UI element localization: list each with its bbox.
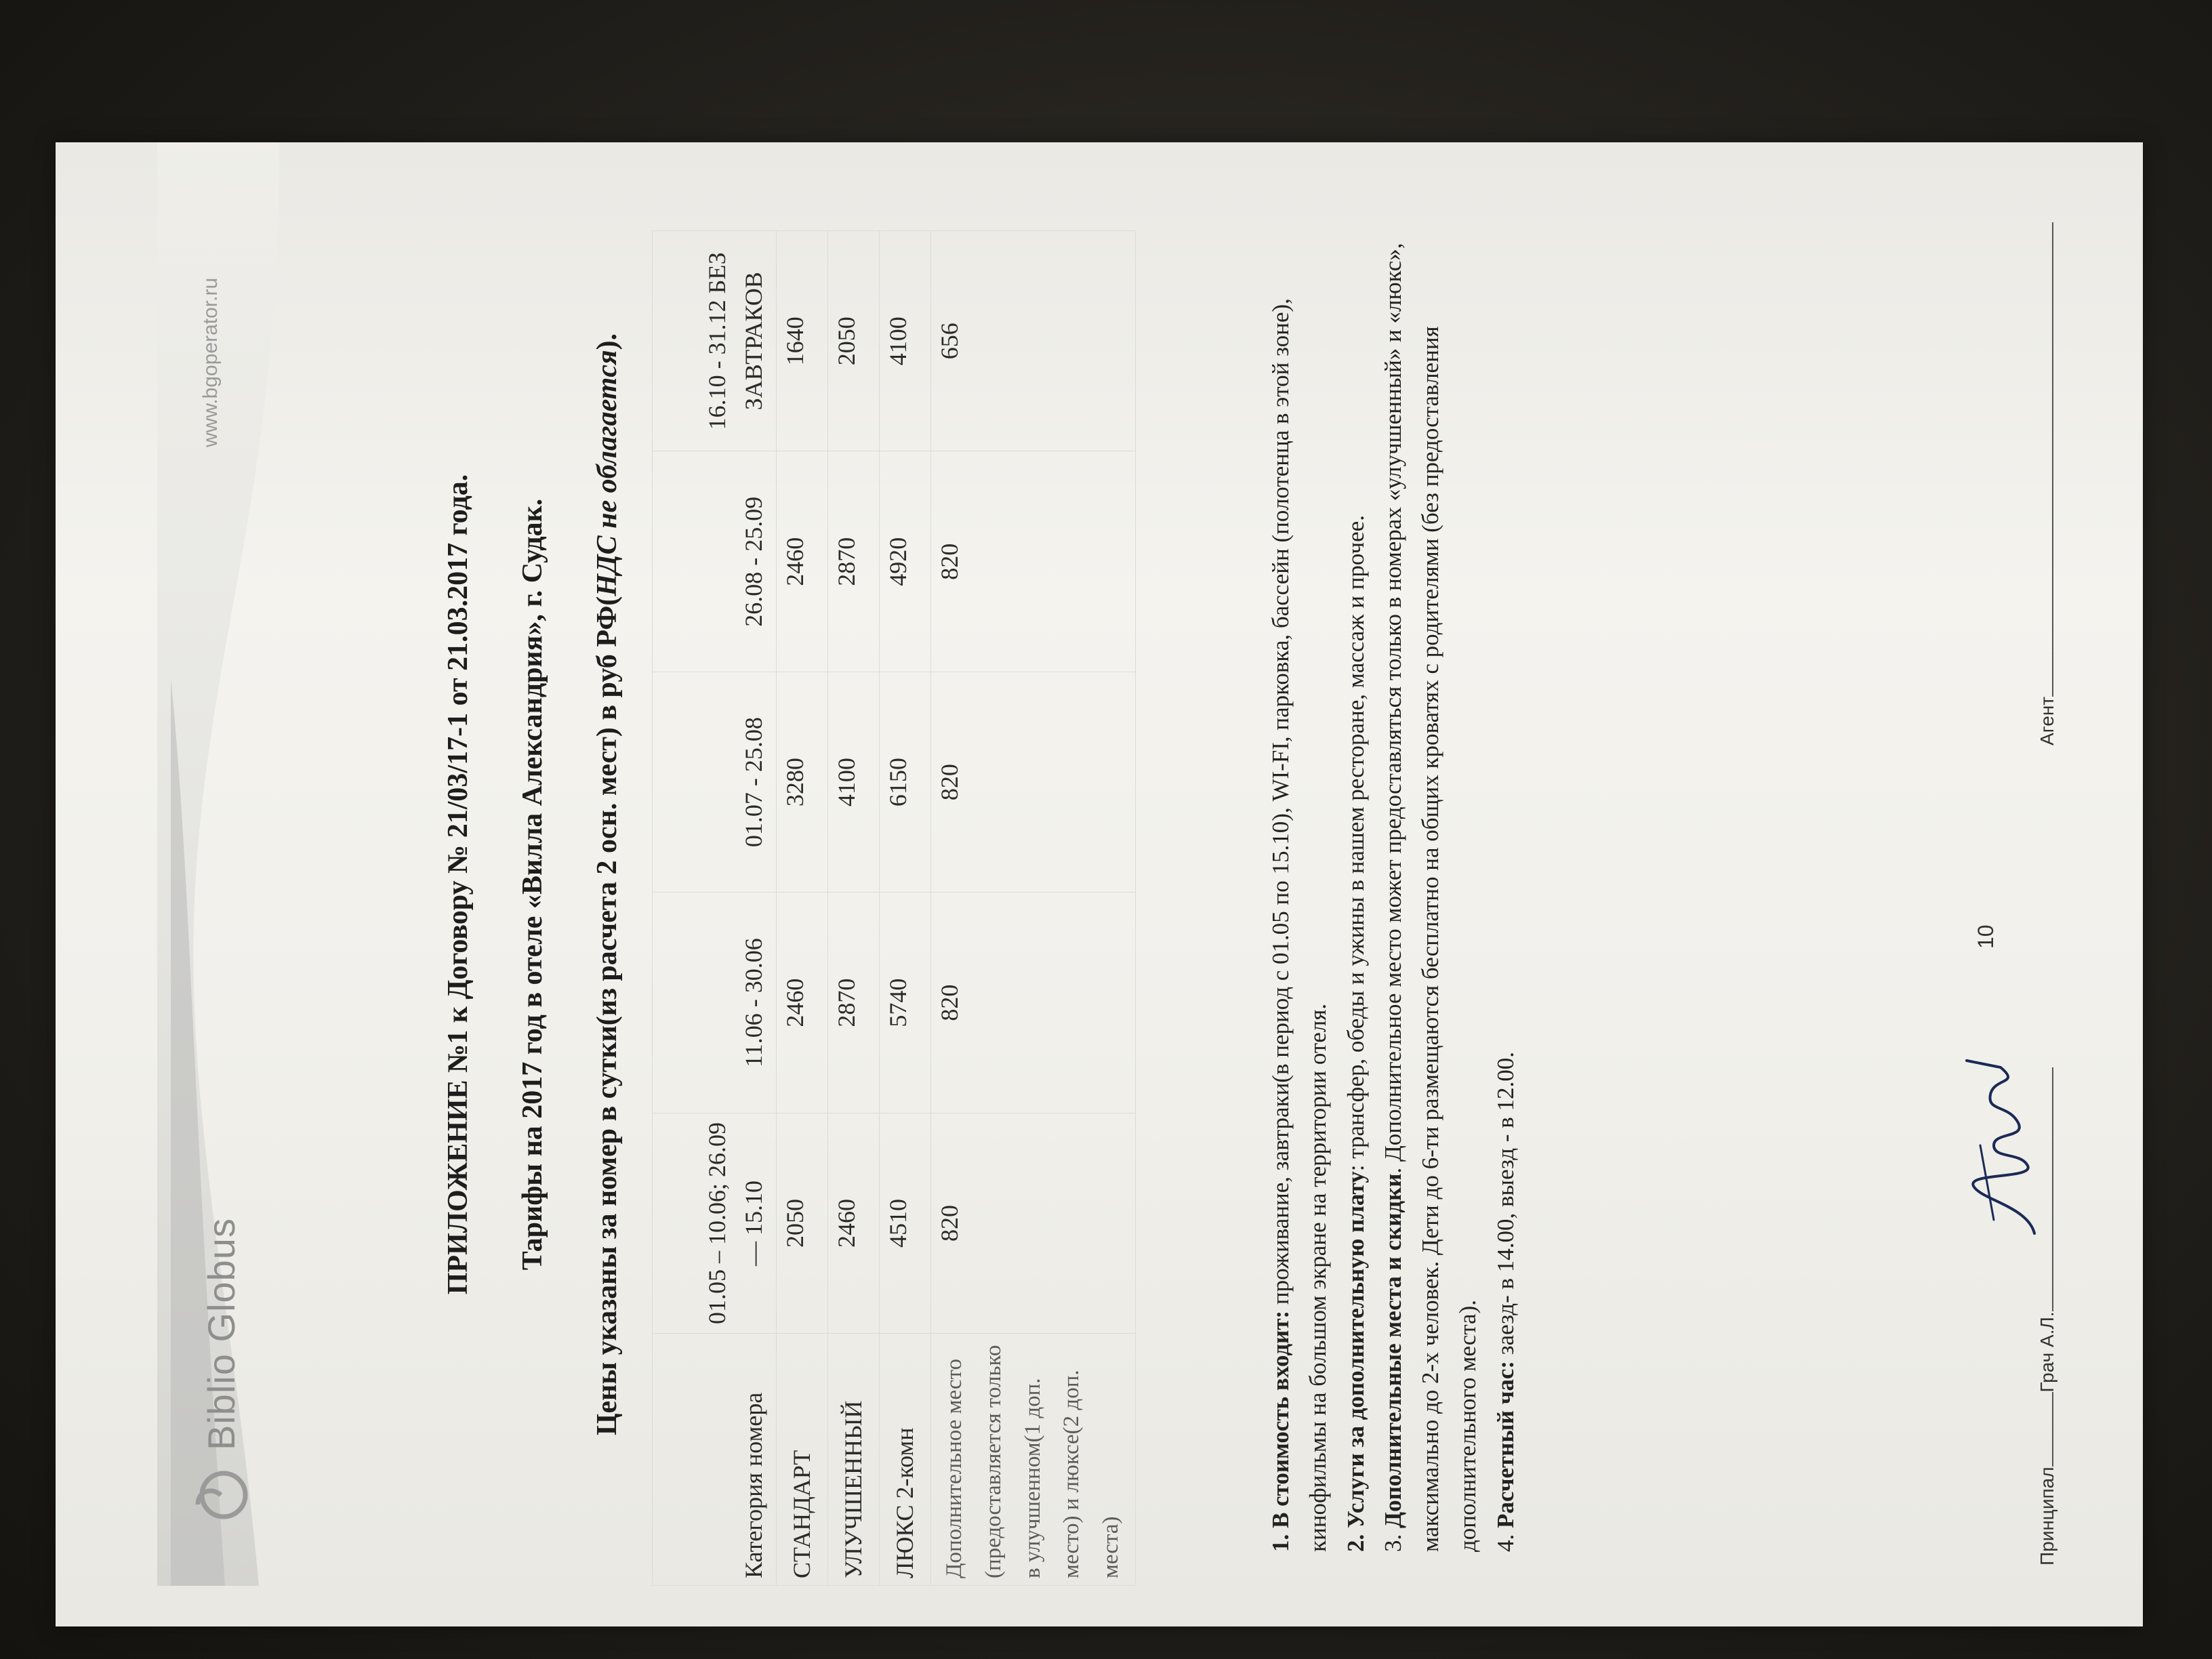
table-cell: 2460	[777, 893, 828, 1113]
column-header: 26.08 - 25.09	[653, 451, 777, 672]
column-header: Категория номера	[653, 1334, 777, 1586]
document-title: ПРИЛОЖЕНИЕ №1 к Договору № 21/03/17-1 от 21.03.2017 года.	[443, 474, 474, 1295]
document-subtitle: Тарифы на 2017 год в отеле «Вилла Александрия», г. Судак.	[517, 498, 548, 1271]
agent-label: Агент	[2036, 696, 2057, 745]
note-label: Расчетный час:	[1492, 1360, 1519, 1528]
table-cell: 2050	[828, 231, 880, 451]
brand-logo	[191, 1218, 251, 1525]
document-page	[56, 142, 2143, 1626]
row-category: СТАНДАРТ	[777, 1334, 828, 1586]
header-band	[56, 142, 313, 1626]
prices-note-prefix: Цены указаны за номер в сутки(из расчета 2 осн. мест) в руб РФ(	[592, 596, 623, 1436]
table-cell: 2870	[828, 451, 880, 672]
website-url: www.bgoperator.ru	[199, 277, 222, 447]
note-text: . Дополнительное место может предоставляться только в номерах «улучшенный» и «люкс», максимально до 2-х человек. Дети до 6-ти размещаются бесплатно на общих кроватях с родителями (без предоставления дополнительного места).	[1379, 243, 1481, 1552]
table-cell: 4100	[828, 672, 880, 892]
note-item	[1262, 210, 1337, 1552]
principal-name: Грач А.Л.	[2036, 1311, 2057, 1393]
terms-notes	[1262, 210, 1524, 1552]
column-header: 16.10 - 31.12 БЕЗ ЗАВТРАКОВ	[653, 231, 777, 451]
column-header: 01.07 - 25.08	[653, 672, 777, 892]
note-label: 2. Услуги за дополнительную плату	[1342, 1171, 1369, 1552]
signature-line	[2034, 1392, 2053, 1467]
tariff-table	[652, 230, 1136, 1586]
note-item	[1374, 210, 1487, 1552]
note-label: Дополнительные места и скидки	[1379, 1173, 1406, 1528]
table-cell: 4920	[880, 451, 931, 672]
note-item	[1487, 210, 1524, 1552]
prices-note-italic: НДС не облагается	[592, 350, 623, 596]
note-item	[1337, 210, 1374, 1552]
column-header: 01.05 – 10.06; 26.09 — 15.10	[653, 1113, 777, 1333]
handwritten-signature-icon	[1953, 1057, 2062, 1247]
row-category: ЛЮКС 2-комн	[880, 1334, 931, 1586]
note-text: заезд- в 14.00, выезд - в 12.00.	[1492, 1052, 1519, 1361]
table-cell: 820	[931, 672, 1136, 892]
table-cell: 2870	[828, 893, 880, 1113]
agent-signature-line	[2034, 222, 2058, 745]
principal-label: Принципал	[2036, 1467, 2057, 1565]
prices-note-suffix: ).	[592, 333, 623, 350]
table-cell: 820	[931, 1113, 1136, 1333]
table-cell: 2050	[777, 1113, 828, 1333]
header-wave-graphic	[56, 142, 313, 1626]
table-cell: 5740	[880, 893, 931, 1113]
row-category: Дополнительное место (предоставляется только в улучшенном(1 доп. место) и люксе(2 доп. места)	[931, 1334, 1136, 1586]
note-text: проживание, завтраки(в период с 01.05 по 15.10), WI-FI, парковка, бассейн (полотенца в этой зоне), кинофильмы на большом экране на территории отеля.	[1267, 298, 1332, 1552]
row-category: УЛУЧШЕННЫЙ	[828, 1334, 880, 1586]
table-cell: 2460	[828, 1113, 880, 1333]
note-prefix: 3.	[1379, 1528, 1406, 1552]
note-label: 1. В стоимость входит:	[1267, 1310, 1294, 1552]
table-cell: 656	[931, 231, 1136, 451]
prices-note	[591, 142, 623, 1626]
table-cell: 820	[931, 451, 1136, 672]
note-prefix: 4.	[1492, 1528, 1519, 1552]
signature-line	[2034, 222, 2053, 697]
table-cell: 1640	[777, 231, 828, 451]
globe-logo-icon	[191, 1465, 251, 1525]
table-row	[931, 231, 1136, 1586]
table-row	[880, 231, 931, 1586]
table-cell: 3280	[777, 672, 828, 892]
page-number: 10	[1973, 924, 1998, 949]
column-header: 11.06 - 30.06	[653, 893, 777, 1113]
table-cell: 2460	[777, 451, 828, 672]
note-text: : трансфер, обеды и ужины в нашем ресторане, массаж и прочее.	[1342, 515, 1369, 1172]
table-header-row	[653, 231, 777, 1586]
brand-name: Biblio Globus	[199, 1218, 243, 1450]
table-cell: 4510	[880, 1113, 931, 1333]
table-cell: 6150	[880, 672, 931, 892]
table-cell: 4100	[880, 231, 931, 451]
table-row	[777, 231, 828, 1586]
table-cell: 820	[931, 893, 1136, 1113]
table-row	[828, 231, 880, 1586]
